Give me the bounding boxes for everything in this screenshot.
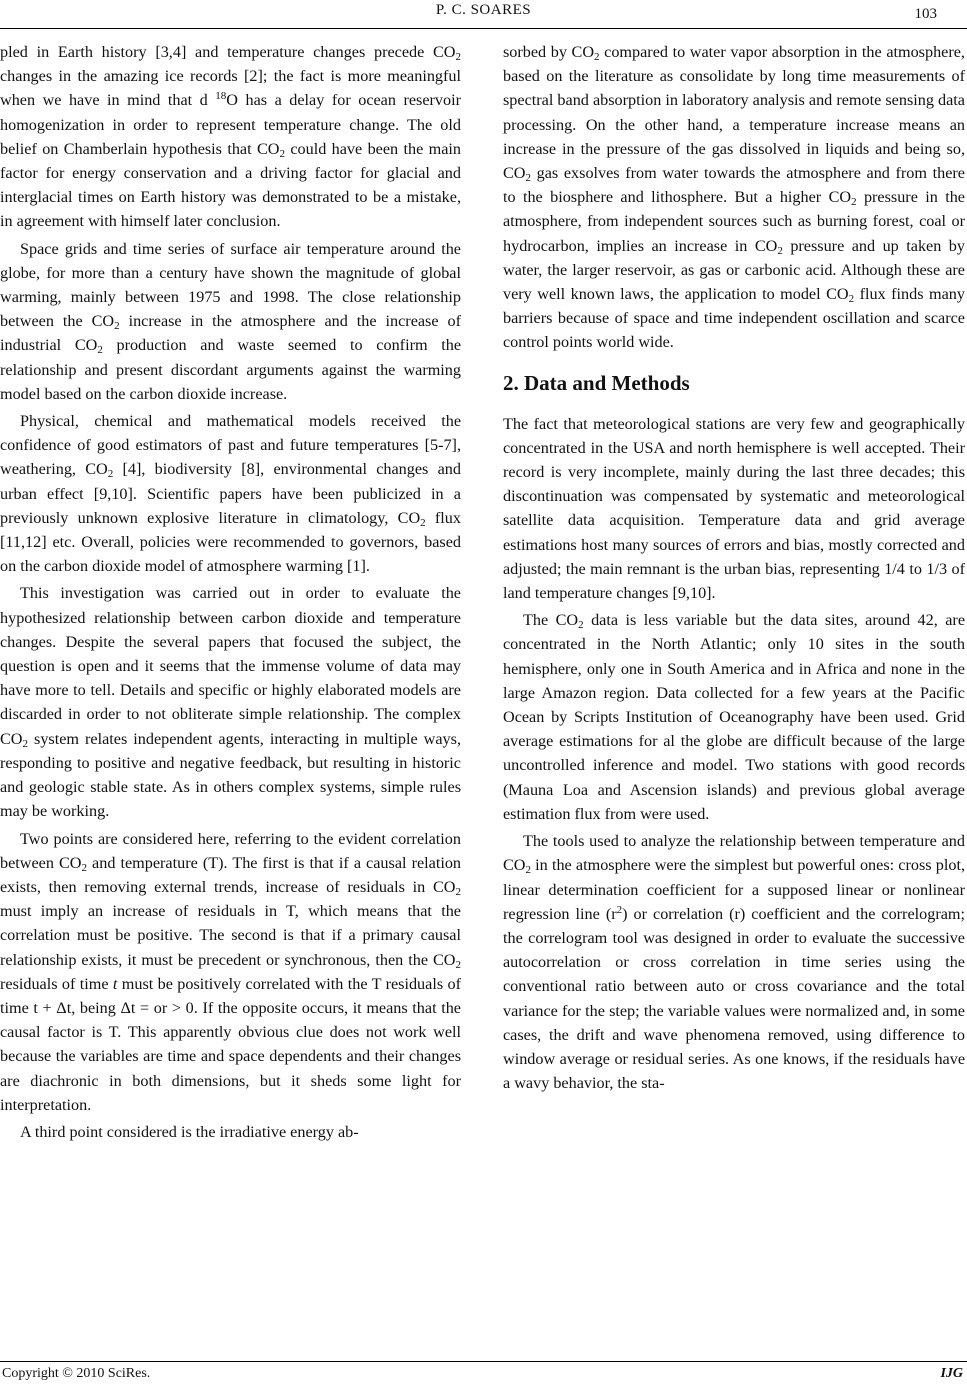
paragraph: The fact that meteorological stations are very few and geographically concentrated in the USA and north hemisphere is well accepted. Their record is very incomplete, mainly during the last three decades; this discontinuation was compensated by systematic and meteorological satellite data acquisition. Temperature data and grid average estimations host many sources of errors and bias, mostly corrected and adjusted; the main remnant is the urban bias, representing 1/4 to 1/3 of land temperature changes [9,10]. (503, 414, 965, 603)
page-number: 103 (914, 6, 937, 22)
right-column (503, 40, 965, 1095)
paragraph: Two points are considered here, referring to the evident correlation between $CO_2$ and temperature (T). The first is that if a causal relation exists, then removing external trends, increase of residuals in $CO_2$ must imply an increase of residuals in T, which means that the correlation must be positive. The second is that if a primary causal relationship exists, it must be precedent or synchronous, then the $CO_2$ residuals of time t must be positively correlated with the T residuals of time t + Δt, being Δt = or > 0. If the opposite occurs, it means that the causal factor is T. This apparently obvious clue does not work well because the variables are time and space dependents and their changes are diachronic in both dimensions, but it sheds some light for interpretation. (0, 829, 462, 1114)
paragraph: sorbed by $CO_2$ compared to water vapor absorption in the atmosphere, based on the literature as consolidate by long time measurements of spectral band absorption in laboratory analysis and remote sensing data processing. On the other hand, a temperature increase means an increase in the pressure of the gas dissolved in liquids and being so, $CO_2$ gas exsolves from water towards the atmosphere and from there to the biosphere and lithosphere. But a higher $CO_2$ pressure in the atmosphere, from independent sources such as burning forest, coal or hydrocarbon, implies an increase in $CO_2$ pressure and up taken by water, the larger reservoir, as gas or carbonic acid. Although these are very well known laws, the application to model $CO_2$ flux finds many barriers because of space and time independent oscillation and scarce control points world wide. (503, 43, 965, 352)
header-divider (0, 28, 967, 29)
section-heading: 2. Data and Methods (503, 370, 690, 395)
left-column (0, 40, 461, 1144)
copyright-notice: Copyright © 2010 SciRes. (2, 1366, 151, 1381)
footer-divider (0, 1361, 967, 1362)
paragraph: The tools used to analyze the relationship between temperature and $CO_2$ in the atmosphere were the simplest but powerful ones: cross plot, linear determination coefficient for a supposed linear or nonlinear regression line $(r^2)$ or correlation (r) coefficient and the correlogram; the correlogram tool was designed in order to evaluate the successive autocorrelation or cross correlation in time series using the conventional ratio between auto or cross covariance and the total variance for the step; the variable values were normalized and, in some cases, the drift and wave phenomena removed, using difference to window average or residual series. As one knows, if the residuals have a wavy behavior, the sta- (503, 832, 965, 1093)
paragraph: pled in Earth history [3,4] and temperature changes precede $CO_2$ changes in the amazing ice records [2]; the fact is more meaningful when we have in mind that d $^{18}$O has a delay for ocean reservoir homogenization in order to represent temperature change. The old belief on Chamberlain hypothesis that $CO_2$ could have been the main factor for energy conservation and a driving factor for glacial and interglacial times on Earth history was demonstrated to be a mistake, in agreement with himself later conclusion. (0, 43, 461, 231)
paragraph: Physical, chemical and mathematical models received the confidence of good estimators of past and future temperatures [5-7], weathering, $CO_2$ [4], biodiversity [8], environmental changes and urban effect [9,10]. Scientific papers have been publicized in a previously unknown explosive literature in climatology, $CO_2$ flux [11,12] etc. Overall, policies were recommended to governors, based on the carbon dioxide model of atmosphere warming [1]. (0, 412, 461, 576)
running-header-author: P. C. SOARES (435, 2, 532, 18)
paragraph: The $CO_2$ data is less variable but the data sites, around 42, are concentrated in the North Atlantic; only 10 sites in the south hemisphere, only one in South America and in Africa and none in the large Amazon region. Data collected for a few years at the Pacific Ocean by Scripts Institution of Oceanography have been used. Grid average estimations for al the globe are difficult because of the large uncontrolled inference and model. Two stations with good records (Mauna Loa and Ascension islands) and previous global average estimation flux from were used. (503, 611, 966, 823)
paragraph: A third point considered is the irradiative energy ab- (20, 1122, 359, 1141)
journal-abbreviation: IJG (940, 1366, 963, 1381)
paragraph: Space grids and time series of surface air temperature around the globe, for more than a century have shown the magnitude of global warming, mainly between 1975 and 1998. The close relationship between the $CO_2$ increase in the atmosphere and the increase of industrial $CO_2$ production and waste seemed to confirm the relationship and present discordant arguments against the warming model based on the carbon dioxide increase. (0, 239, 461, 403)
paragraph: This investigation was carried out in order to evaluate the hypothesized relationship between carbon dioxide and temperature changes. Despite the several papers that focused the subject, the question is open and it seems that the immense volume of data may have more to tell. Details and specific or highly elaborated models are discarded in order to not obliterate simple relationship. The complex $CO_2$ system relates independent agents, interacting in multiple ways, responding to positive and negative feedback, but resulting in historic and geologic stable state. As in others complex systems, simple rules may be working. (0, 584, 461, 821)
